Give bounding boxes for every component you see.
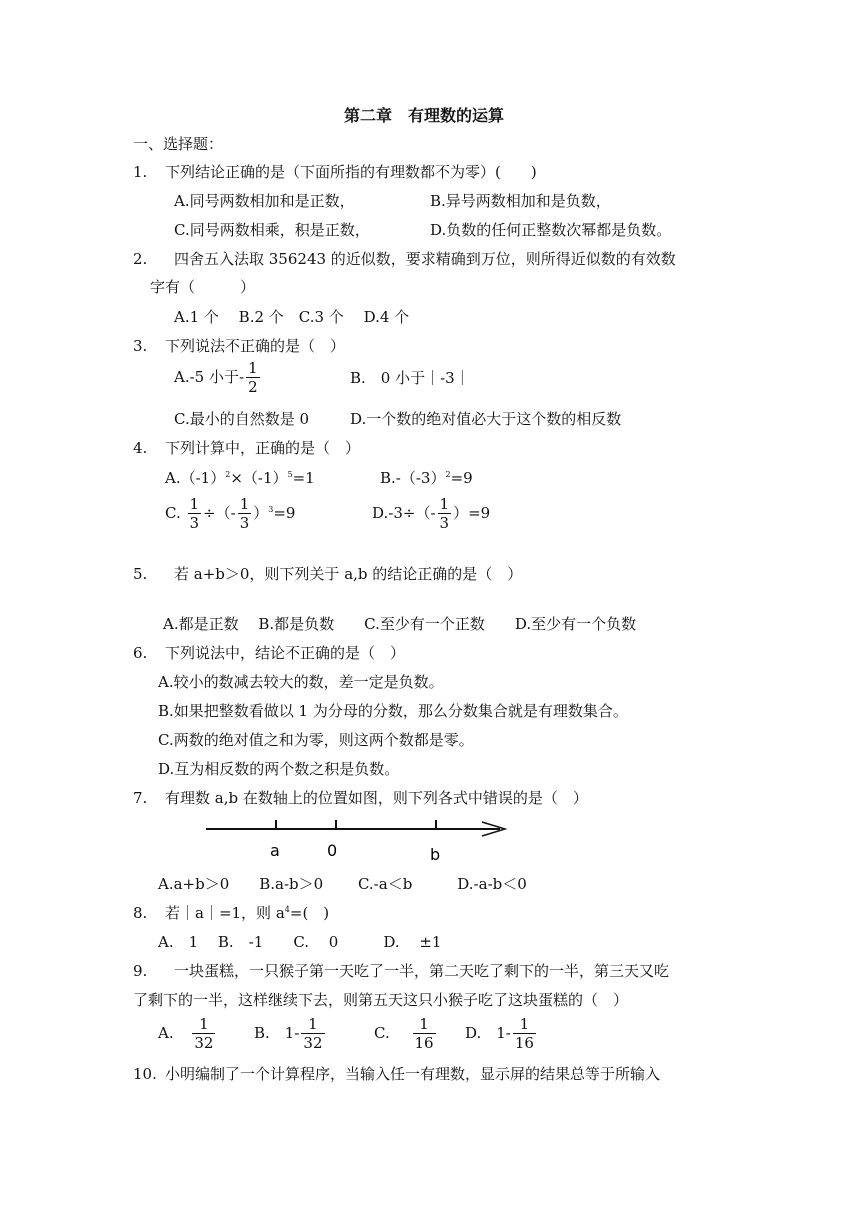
q4-a-part3: =1 bbox=[292, 469, 315, 487]
q5-options: A.都是正数 B.都是负数 C.至少有一个正数 D.至少有一个负数 bbox=[163, 615, 637, 633]
q3-option-b: B. 0 小于｜-3｜ bbox=[350, 369, 470, 387]
q6-stem: 下列说法中，结论不正确的是（ ） bbox=[165, 644, 406, 662]
q8-stem-exp: 4 bbox=[284, 905, 290, 914]
fraction-numerator: 1 bbox=[301, 1016, 324, 1034]
q4-d-fraction bbox=[438, 496, 452, 532]
q5-stem: 若 a+b＞0，则下列关于 a,b 的结论正确的是（ ） bbox=[174, 565, 523, 583]
q9-d-label: D. 1- bbox=[465, 1024, 511, 1043]
q9-option-d bbox=[465, 1016, 538, 1052]
q9-option-a bbox=[158, 1016, 217, 1052]
q6-number: 6. bbox=[133, 644, 148, 662]
q1-number: 1. bbox=[133, 163, 148, 181]
q4-option-b bbox=[380, 471, 473, 486]
fraction-numerator: 1 bbox=[192, 1016, 215, 1034]
q1-option-c: C.同号两数相乘，积是正数， bbox=[174, 221, 370, 239]
q4-c-post: ） bbox=[253, 504, 269, 523]
q2-stem-line2: 字有（ ） bbox=[150, 278, 256, 296]
q4-option-c bbox=[165, 496, 295, 532]
q4-c-fraction1 bbox=[188, 496, 202, 532]
q9-option-b bbox=[254, 1016, 327, 1052]
q4-d-post: ）=9 bbox=[453, 504, 491, 523]
q4-a-exp1: 2 bbox=[225, 470, 231, 479]
q4-option-d bbox=[372, 496, 490, 532]
q3-option-d: D.一个数的绝对值必大于这个数的相反数 bbox=[350, 410, 622, 428]
q2-options: A.1 个 B.2 个 C.3 个 D.4 个 bbox=[174, 308, 410, 326]
q9-b-label: B. 1- bbox=[254, 1024, 300, 1043]
page-title: 第二章 有理数的运算 bbox=[344, 106, 505, 125]
q1-option-b: B.异号两数相加和是负数， bbox=[430, 192, 611, 210]
fraction-denominator: 32 bbox=[303, 1034, 323, 1053]
q9-stem-line2: 了剩下的一半，这样继续下去，则第五天这只小猴子吃了这块蛋糕的（ ） bbox=[133, 991, 629, 1009]
fraction-denominator: 16 bbox=[514, 1034, 534, 1053]
q4-option-a bbox=[165, 471, 315, 486]
q4-b-part1: B.-（-3） bbox=[380, 469, 446, 487]
q3-option-a-text: A.-5 小于- bbox=[174, 368, 245, 387]
q4-c-fraction2 bbox=[238, 496, 252, 532]
q4-c-exp: 3 bbox=[268, 505, 274, 515]
q9-c-fraction bbox=[413, 1016, 436, 1052]
q9-option-c bbox=[374, 1016, 438, 1052]
q8-stem-pre: 若｜a｜=1，则 a bbox=[165, 904, 285, 922]
label-b: b bbox=[430, 845, 441, 864]
q1-option-d: D.负数的任何正整数次幂都是负数。 bbox=[430, 221, 672, 239]
q3-stem: 下列说法不正确的是（ ） bbox=[165, 337, 346, 355]
fraction-numerator: 1 bbox=[189, 495, 200, 513]
q2-number: 2. bbox=[133, 250, 148, 268]
fraction-denominator: 16 bbox=[414, 1034, 434, 1053]
fraction-denominator: 3 bbox=[439, 514, 450, 533]
q9-a-label: A. bbox=[158, 1024, 174, 1043]
q9-d-fraction bbox=[513, 1016, 536, 1052]
q10-number: 10. bbox=[133, 1065, 157, 1083]
fraction-denominator: 32 bbox=[194, 1034, 214, 1053]
q9-a-fraction bbox=[192, 1016, 215, 1052]
q4-stem: 下列计算中，正确的是（ ） bbox=[165, 439, 361, 457]
section-heading: 一、选择题： bbox=[133, 135, 224, 153]
q9-c-label: C. bbox=[374, 1024, 390, 1043]
q9-number: 9. bbox=[133, 962, 148, 980]
q4-c-end: =9 bbox=[273, 504, 296, 523]
q5-number: 5. bbox=[133, 565, 148, 583]
q3-option-c: C.最小的自然数是 0 bbox=[174, 410, 310, 428]
label-zero: 0 bbox=[327, 841, 338, 860]
fraction-numerator: 1 bbox=[439, 495, 450, 513]
q3-number: 3. bbox=[133, 337, 148, 355]
q4-c-label: C. bbox=[165, 504, 181, 523]
q6-option-a: A.较小的数减去较大的数，差一定是负数。 bbox=[158, 673, 444, 691]
q9-b-fraction bbox=[301, 1016, 324, 1052]
fraction-numerator: 1 bbox=[248, 359, 258, 377]
q2-stem-line1: 四舍五入法取 356243 的近似数，要求精确到万位，则所得近似数的有效数 bbox=[174, 250, 676, 268]
q6-option-c: C.两数的绝对值之和为零，则这两个数都是零。 bbox=[158, 731, 474, 749]
q4-a-part1: A.（-1） bbox=[165, 469, 226, 487]
q8-number: 8. bbox=[133, 904, 148, 922]
q8-options: A. 1 B. -1 C. 0 D. ±1 bbox=[158, 933, 442, 951]
q4-a-part2: ×（-1） bbox=[230, 469, 288, 487]
q4-a-exp2: 5 bbox=[287, 470, 293, 479]
fraction-denominator: 2 bbox=[248, 378, 258, 397]
fraction-numerator: 1 bbox=[513, 1016, 536, 1034]
q6-option-d: D.互为相反数的两个数之积是负数。 bbox=[158, 760, 400, 778]
q4-number: 4. bbox=[133, 439, 148, 457]
q10-stem: 小明编制了一个计算程序，当输入任一有理数，显示屏的结果总等于所输入 bbox=[165, 1065, 661, 1083]
fraction-denominator: 3 bbox=[189, 514, 200, 533]
label-a: a bbox=[270, 841, 280, 860]
q9-stem-line1: 一块蛋糕，一只猴子第一天吃了一半，第二天吃了剩下的一半，第三天又吃 bbox=[174, 962, 670, 980]
q7-stem: 有理数 a,b 在数轴上的位置如图，则下列各式中错误的是（ ） bbox=[165, 789, 588, 807]
q4-b-exp: 2 bbox=[445, 470, 451, 479]
q6-option-b: B.如果把整数看做以 1 为分母的分数，那么分数集合就是有理数集合。 bbox=[158, 702, 628, 720]
number-line-figure bbox=[200, 812, 520, 872]
q4-c-mid: ÷（- bbox=[203, 504, 236, 523]
fraction-numerator: 1 bbox=[239, 495, 250, 513]
q1-option-a: A.同号两数相加和是正数， bbox=[174, 192, 355, 210]
fraction-numerator: 1 bbox=[413, 1016, 436, 1034]
q7-options: A.a+b＞0 B.a-b＞0 C.-a＜b D.-a-b＜0 bbox=[158, 875, 527, 893]
q4-d-pre: D.-3÷（- bbox=[372, 504, 436, 523]
fraction-denominator: 3 bbox=[239, 514, 250, 533]
q4-b-part2: =9 bbox=[450, 469, 473, 487]
q7-number: 7. bbox=[133, 789, 148, 807]
q1-stem: 下列结论正确的是（下面所指的有理数都不为零）( ) bbox=[165, 163, 537, 181]
q8-stem bbox=[165, 906, 329, 921]
q3-option-a bbox=[174, 360, 262, 396]
q8-stem-post: =( ) bbox=[289, 904, 330, 922]
q3-option-a-fraction bbox=[246, 360, 260, 396]
